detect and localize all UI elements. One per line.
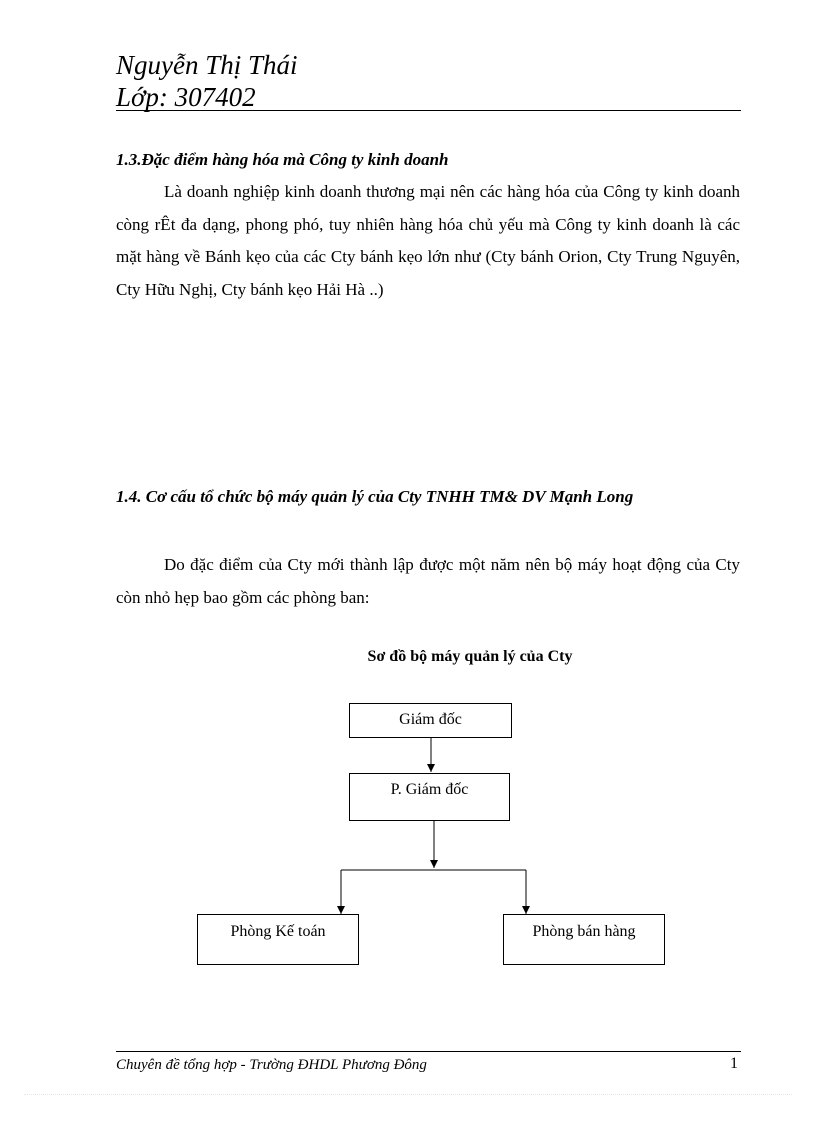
box-accounting: Phòng Kế toán [197, 914, 359, 965]
page-number: 1 [730, 1055, 738, 1072]
footer-text: Chuyên đề tổng hợp - Trường ĐHDL Phương Đông [116, 1057, 427, 1073]
section-1-4-heading: 1.4. Cơ cấu tổ chức bộ máy quản lý của Cty TNHH TM& DV Mạnh Long [116, 487, 634, 506]
section-1-3-heading: 1.3.Đặc điểm hàng hóa mà Công ty kinh doanh [116, 150, 449, 169]
header-class: Lớp: 307402 [116, 82, 256, 112]
arrowhead-sales [522, 906, 530, 914]
box-sales: Phòng bán hàng [503, 914, 665, 965]
box-deputy-director: P. Giám đốc [349, 773, 510, 821]
header-name: Nguyễn Thị Thái [116, 50, 298, 80]
arrowhead-accounting [337, 906, 345, 914]
bottom-dotted-line [24, 1094, 792, 1095]
box-director: Giám đốc [349, 703, 512, 738]
org-chart-title: Sơ đồ bộ máy quản lý của Cty [367, 648, 573, 665]
arrowhead-deputy [427, 764, 435, 772]
section-1-4-paragraph: Do đặc điểm của Cty mới thành lập được một năm nên bộ máy hoạt động của Cty còn nhỏ hẹp bao gồm các phòng ban: [116, 555, 740, 607]
arrowhead-split [430, 860, 438, 868]
section-1-3-paragraph: Là doanh nghiệp kinh doanh thương mại nên các hàng hóa của Công ty kinh doanh còng rÊt đa dạng, phong phó, tuy nhiên hàng hóa chủ yếu mà Công ty kinh doanh là các mặt hàng về Bánh kẹo của các Cty bánh kẹo lớn như (Cty bánh Orion, Cty Trung Nguyên, Cty Hữu Nghị, Cty bánh kẹo Hải Hà ..) [116, 182, 740, 299]
footer-rule [116, 1051, 741, 1052]
